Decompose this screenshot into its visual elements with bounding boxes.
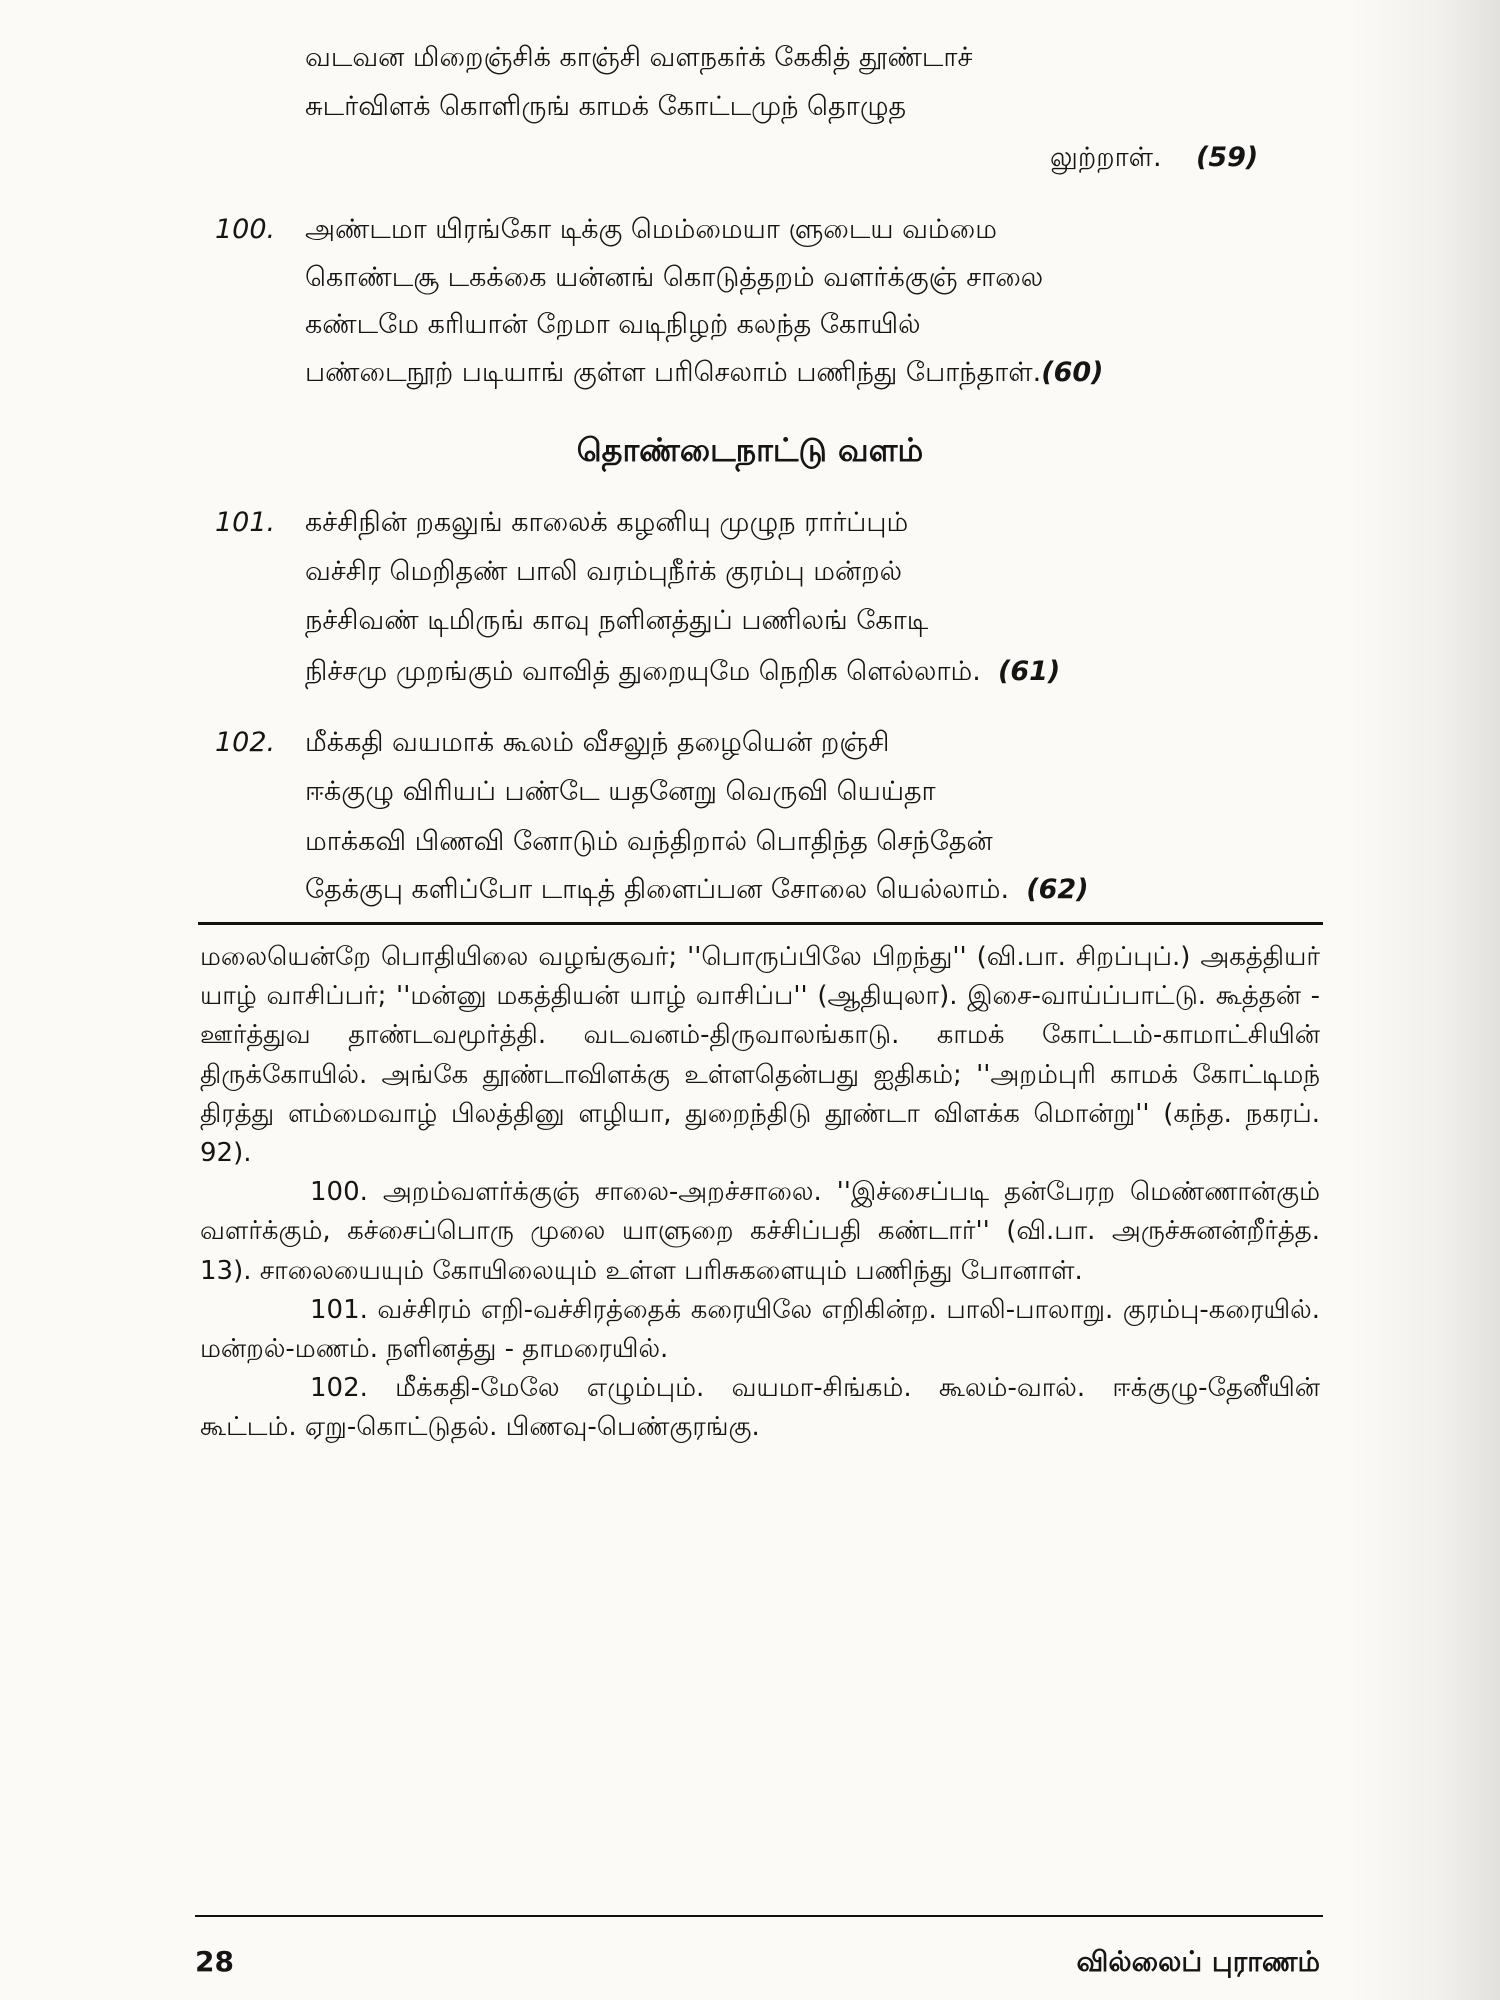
verse-59-line-1: வடவன மிறைஞ்சிக் காஞ்சி வளநகர்க் கேகித் தூண்டாச்	[305, 42, 973, 73]
verse-102-line-1: மீக்கதி வயமாக் கூலம் வீசலுந் தழையென் றஞ்சி	[305, 727, 890, 758]
verse-100-ref: (60)	[1041, 357, 1104, 388]
verse-100-line-4-text: பண்டைநூற் படியாங் குள்ள பரிசெலாம் பணிந்து போந்தாள்.	[305, 357, 1042, 388]
verse-102-line-3: மாக்கவி பிணவி னோடும் வந்திறால் பொதிந்த செந்தேன்	[305, 826, 993, 857]
commentary-paragraph-4: 102. மீக்கதி-மேலே எழும்பும். வயமா-சிங்கம். கூலம்-வால். ஈக்குழு-தேனீயின் கூட்டம். ஏறு-கொட்டுதல். பிணவு-பெண்குரங்கு.	[200, 1373, 1320, 1443]
verse-102-number: 102.	[215, 727, 276, 758]
verse-100-line-1: அண்டமா யிரங்கோ டிக்கு மெம்மையா ளுடைய வம்மை	[305, 214, 997, 245]
verse-102-ref: (62)	[1026, 874, 1089, 905]
verse-100-number: 100.	[215, 214, 276, 245]
verse-59-tail	[1050, 138, 1258, 178]
verse-102-line-2: ஈக்குழு விரியப் பண்டே யதனேறு வெருவி யெய்தா	[305, 776, 936, 807]
verse-102-line-4-text: தேக்குபு களிப்போ டாடித் திளைப்பன சோலை யெல்லாம்.	[305, 874, 1010, 905]
verse-102-line-4	[305, 870, 1089, 910]
page-binding-shadow	[1350, 0, 1500, 2000]
verse-59-tail-word: லுற்றாள்.	[1050, 142, 1162, 173]
verse-101-number: 101.	[215, 507, 276, 538]
verse-100-line-2: கொண்டசூ டகக்கை யன்னங் கொடுத்தறம் வளர்க்குஞ் சாலை	[305, 262, 1044, 293]
commentary-block	[200, 938, 1320, 1448]
verse-101-line-1: கச்சிநின் றகலுங் காலைக் கழனியு முழுந ரார்ப்பும்	[305, 507, 909, 538]
page-number: 28	[195, 1945, 234, 1978]
verse-101-line-4	[305, 652, 1060, 692]
verse-101-ref: (61)	[998, 656, 1061, 687]
commentary-paragraph-3: 101. வச்சிரம் எறி-வச்சிரத்தைக் கரையிலே எறிகின்ற. பாலி-பாலாறு. குரம்பு-கரையில். மன்றல்-மணம். நளினத்து - தாமரையில்.	[200, 1294, 1320, 1365]
verse-101-line-2: வச்சிர மெறிதண் பாலி வரம்புநீர்க் குரம்பு மன்றல்	[305, 556, 902, 587]
verse-101-line-4-text: நிச்சமு முறங்கும் வாவித் துறையுமே நெறிக ளெல்லாம்.	[305, 656, 981, 687]
verse-59-ref: (59)	[1195, 142, 1259, 173]
footer-rule	[195, 1915, 1323, 1917]
book-title: வில்லைப் புராணம்	[1076, 1945, 1320, 1978]
verse-59-line-2: சுடர்விளக் கொளிருங் காமக் கோட்டமுந் தொழுத	[305, 91, 907, 122]
divider-rule	[198, 922, 1323, 925]
verse-100-line-4	[305, 353, 1104, 393]
commentary-paragraph-2: 100. அறம்வளர்க்குஞ் சாலை-அறச்சாலை. ''இச்சைப்படி தன்பேரற மெண்ணான்கும் வளர்க்கும், கச்சைப்பொரு முலை யாளுறை கச்சிப்பதி கண்டார்'' (வி.பா. அருச்சுனன்றீர்த்த. 13). சாலையையும் கோயிலையும் உள்ள பரிசுகளையும் பணிந்து போனாள்.	[200, 1177, 1320, 1286]
commentary-paragraph-1: மலையென்றே பொதியிலை வழங்குவர்; ''பொருப்பிலே பிறந்து'' (வி.பா. சிறப்புப்.) அகத்தியர் யாழ் வாசிப்பர்; ''மன்னு மகத்தியன் யாழ் வாசிப்ப'' (ஆதியுலா). இசை-வாய்ப்பாட்டு. கூத்தன் - ஊர்த்துவ தாண்டவமூர்த்தி. வடவனம்-திருவாலங்காடு. காமக் கோட்டம்-காமாட்சியின் திருக்கோயில். அங்கே தூண்டாவிளக்கு உள்ளதென்பது ஐதிகம்; ''அறம்புரி காமக் கோட்டிமந் திரத்து ளம்மைவாழ் பிலத்தினு ளழியா, துறைந்திடு தூண்டா விளக்க மொன்று'' (கந்த. நகரப். 92).	[200, 942, 1320, 1169]
section-heading: தொண்டைநாட்டு வளம்	[576, 431, 924, 469]
verse-100-line-3: கண்டமே கரியான் றேமா வடிநிழற் கலந்த கோயில்	[305, 309, 921, 340]
verse-101-line-3: நச்சிவண் டிமிருங் காவு நளினத்துப் பணிலங் கோடி	[305, 605, 929, 636]
